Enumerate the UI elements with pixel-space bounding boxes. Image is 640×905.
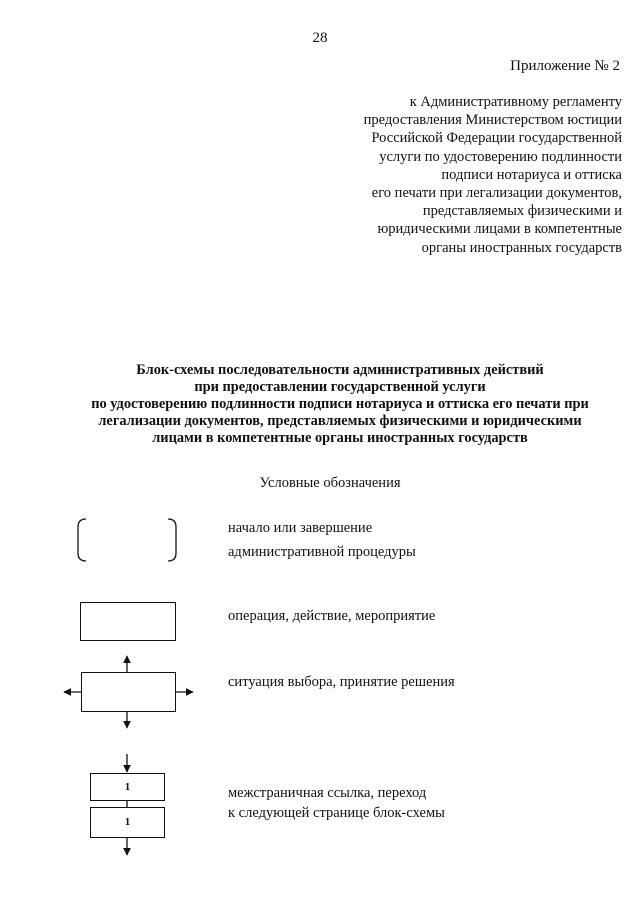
start-end-symbol [78,519,176,561]
reference-line: представляемых физическими и [422,203,622,220]
title-line: при предоставлении государственной услуги [194,379,486,395]
page-number: 28 [312,30,328,46]
reference-line: юридическими лицами в компетентные [377,221,622,238]
operation-symbol [80,602,176,641]
title-line: лицами в компетентные органы иностранных государств [152,430,528,446]
legend-heading: Условные обозначения [259,475,401,491]
reference-line: органы иностранных государств [421,239,622,256]
description-line: межстраничная ссылка, переход [228,785,427,801]
appendix-label: Приложение № 2 [510,58,620,74]
description-line: к следующей странице блок-схемы [228,805,445,821]
decision-symbol [81,672,176,712]
reference-line: услуги по удостоверению подлинности [379,148,622,165]
description-line: административной процедуры [228,544,416,560]
page-ref-box-top: 1 [90,773,165,801]
operation-description: операция, действие, мероприятие [228,608,436,624]
page-ref-box-bottom: 1 [90,807,165,838]
reference-line: Российской Федерации государственной [371,130,622,147]
title-line: Блок-схемы последовательности административных действий [136,362,544,378]
reference-line: предоставления Министерством юстиции [363,112,622,129]
description-line: начало или завершение [228,520,373,536]
reference-line: подписи нотариуса и оттиска [441,166,622,183]
reference-line: его печати при легализации документов, [371,185,622,202]
reference-line: к Административному регламенту [409,94,622,110]
decision-description: ситуация выбора, принятие решения [228,674,455,690]
title-line: легализации документов, представляемых физическими и юридическими [98,413,582,429]
title-line: по удостоверению подлинности подписи нотариуса и оттиска его печати при [91,396,589,412]
page-ref-description [228,783,445,823]
start-end-description [228,516,416,564]
